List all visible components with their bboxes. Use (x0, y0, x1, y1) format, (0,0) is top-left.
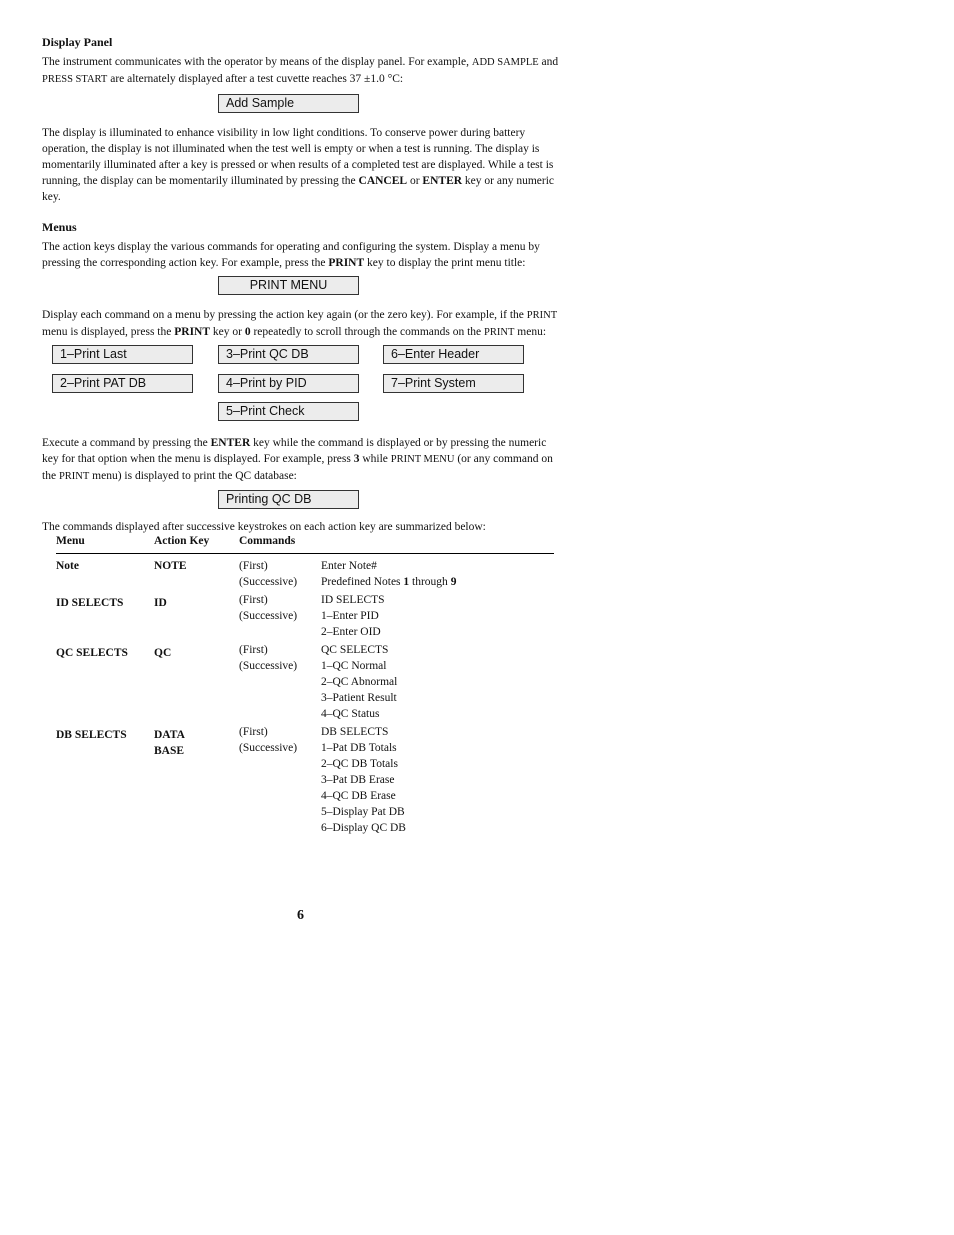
menu-cell: ID SELECTS (56, 597, 124, 609)
lcd-command: 7–Print System (383, 374, 524, 393)
menu-cell: Note (56, 560, 79, 572)
action-key-summary-table (56, 533, 554, 836)
manual-page (42, 34, 562, 535)
menu-cell: QC SELECTS (56, 647, 128, 659)
phase-cell: (First) (Successive) (239, 560, 298, 588)
menus-intro: The action keys display the various commands for operating and configuring the system. Display a menu by pressing the corresponding action key. For example, press the PRINT key to display the print menu title: (42, 241, 540, 269)
action-key-cell: NOTE (154, 560, 187, 572)
phase-cell: (First) (Successive) (239, 726, 298, 754)
page-number: 6 (297, 908, 304, 923)
table-row (56, 724, 554, 836)
lcd-command: 2–Print PAT DB (52, 374, 193, 393)
lcd-command: 3–Print QC DB (218, 345, 359, 364)
commands-cell: ID SELECTS 1–Enter PID 2–Enter OID (321, 594, 385, 638)
lcd-print-menu: PRINT MENU (218, 276, 359, 295)
action-key-cell: QC (154, 647, 172, 659)
phase-cell: (First) (Successive) (239, 594, 298, 622)
commands-cell: DB SELECTS 1–Pat DB Totals 2–QC DB Totals 3–Pat DB Erase 4–QC DB Erase 5–Display Pat DB 6–Display QC DB (321, 726, 406, 834)
display-panel-intro: The instrument communicates with the operator by means of the display panel. For example, ADD SAMPLE and PRESS START are alternately displayed after a test cuvette reaches 37 ±1.0 °C: (42, 56, 559, 85)
menu-cell: DB SELECTS (56, 729, 127, 741)
execute-command-text: Execute a command by pressing the ENTER key while the command is displayed or by pressing the numeric key for that option when the menu is displayed. For example, press 3 while PRINT MENU (or any command on the PRINT menu) is displayed to print the QC database: (42, 437, 553, 482)
lcd-command: 5–Print Check (218, 402, 359, 421)
column-header: Action Key (154, 533, 239, 554)
action-key-cell: ID (154, 597, 167, 609)
table-row (56, 592, 554, 640)
print-menu-commands (42, 345, 562, 421)
display-panel-heading: Display Panel (42, 35, 113, 49)
lcd-printing-qc-db: Printing QC DB (218, 490, 359, 509)
phase-cell: (First) (Successive) (239, 644, 298, 672)
column-header: Commands (239, 533, 321, 554)
action-key-cell: DATA BASE (154, 729, 185, 757)
lcd-command: 4–Print by PID (218, 374, 359, 393)
commands-cell: Enter Note# Predefined Notes 1 through 9 (321, 560, 457, 588)
summary-intro: The commands displayed after successive keystrokes on each action key are summarized below: (42, 521, 486, 533)
column-header: Menu (56, 533, 154, 554)
lcd-command: 6–Enter Header (383, 345, 524, 364)
table-row (56, 554, 554, 591)
table-row (56, 642, 554, 722)
lcd-add-sample: Add Sample (218, 94, 359, 113)
lcd-command: 1–Print Last (52, 345, 193, 364)
menus-scroll-text: Display each command on a menu by pressing the action key again (or the zero key). For example, if the PRINT menu is displayed, press the PRINT key or 0 repeatedly to scroll through the commands on the PRINT menu: (42, 309, 558, 338)
menus-heading: Menus (42, 220, 77, 234)
commands-cell: QC SELECTS 1–QC Normal 2–QC Abnormal 3–Patient Result 4–QC Status (321, 644, 398, 720)
display-illumination-text: The display is illuminated to enhance visibility in low light conditions. To conserve power during battery operation, the display is not illuminated when the test well is empty or when a test is running. The display is momentarily illuminated after a key is pressed or when results of a completed test are displayed. While a test is running, the display can be momentarily illuminated by pressing the CANCEL or ENTER key or any numeric key. (42, 127, 555, 203)
